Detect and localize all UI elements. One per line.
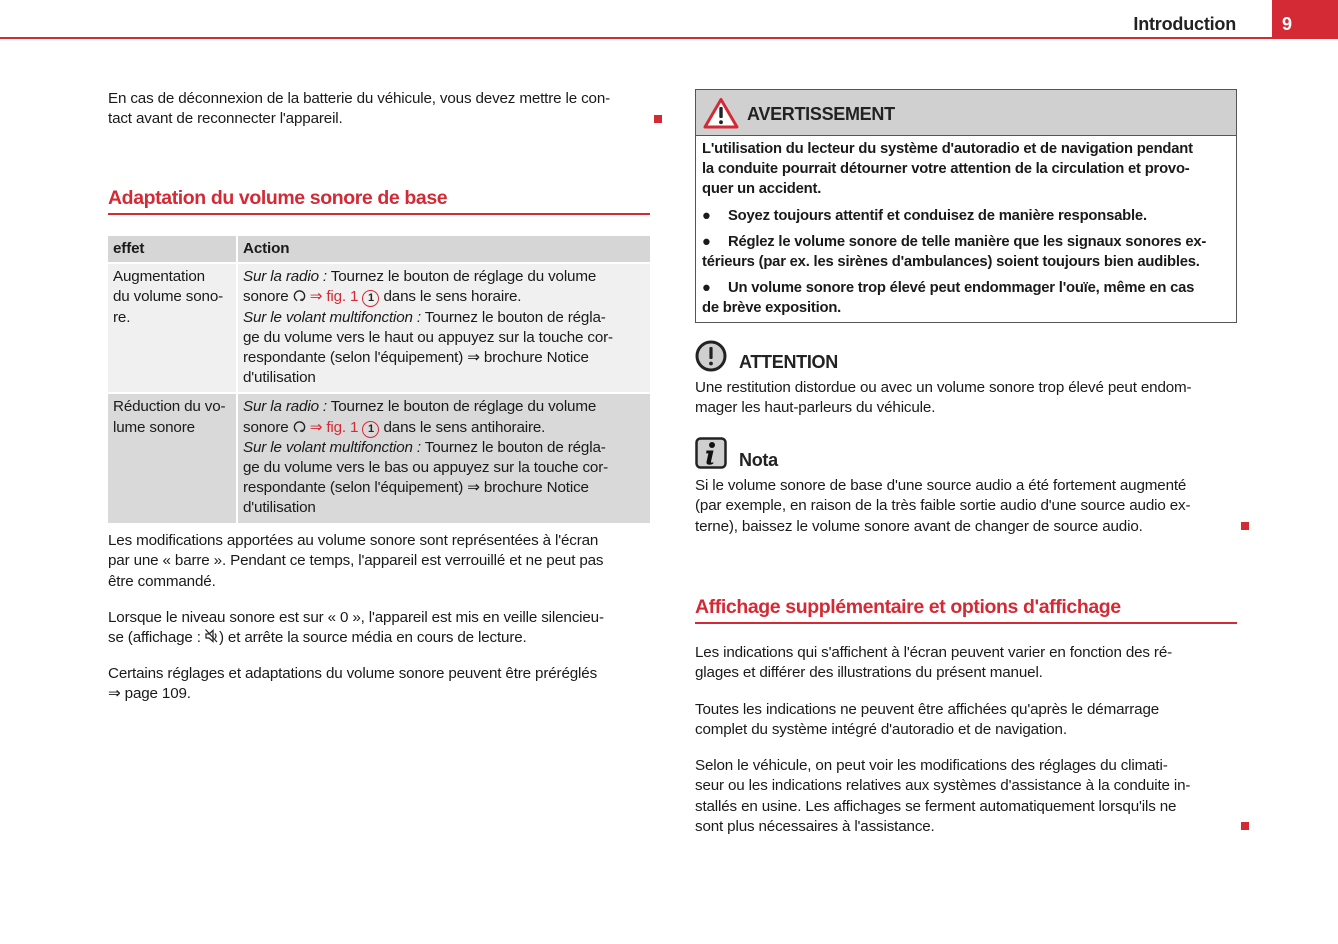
table-row (108, 394, 650, 524)
paragraph-volume-bar (108, 531, 650, 592)
bullet-icon: ● (702, 280, 711, 297)
warning-bullet (702, 232, 1230, 272)
text-line: Lorsque le niveau sonore est sur « 0 », l'appareil est mis en veille silencieu- (108, 609, 604, 626)
text-line: Les indications qui s'affichent à l'écran peuvent varier en fonction des ré- (695, 644, 1173, 661)
text: Tournez le bouton de régla- (421, 308, 606, 326)
text-line: la conduite pourrait détourner votre attention de la circulation et provo- (702, 161, 1190, 178)
chapter-title: Introduction (1133, 14, 1236, 34)
text-line: Si le volume sonore de base d'une source audio a été fortement augmenté (695, 477, 1187, 494)
bullet-icon: ● (702, 207, 711, 224)
text-line: respondante (selon l'équipement) ⇒ brochure Notice (243, 349, 589, 367)
text-line: ge du volume vers le haut ou appuyez sur la touche cor- (243, 328, 613, 346)
figure-link[interactable]: ⇒ fig. 1 (309, 418, 359, 436)
warning-bullet (702, 206, 1230, 226)
radio-label: Sur la radio : (243, 398, 328, 416)
text: Tournez le bouton de régla- (421, 438, 606, 456)
paragraph-display-vehicle (695, 756, 1237, 837)
text-line: être commandé. (108, 572, 216, 590)
wheel-label: Sur le volant multifonction : (243, 438, 421, 456)
text-line: glages et différer des illustrations du présent manuel. (695, 664, 1043, 682)
text-line: d'utilisation (243, 369, 316, 387)
text-line: lume sonore (113, 418, 195, 436)
nota-text (695, 476, 1237, 537)
intro-paragraph (108, 89, 650, 130)
radio-label: Sur la radio : (243, 268, 328, 286)
text-line: L'utilisation du lecteur du système d'autoradio et de navigation pendant (702, 141, 1193, 157)
volume-action-table (108, 236, 650, 525)
text-line: complet du système intégré d'autoradio et de navigation. (695, 721, 1067, 739)
paragraph-display-startup (695, 700, 1237, 741)
text: dans le sens horaire. (379, 288, 522, 306)
text-line: Une restitution distordue ou avec un volume sonore trop élevé peut endom- (695, 379, 1192, 396)
text-line: re. (113, 308, 131, 326)
text-line: du volume sono- (113, 288, 224, 306)
warning-title: AVERTISSEMENT (747, 104, 895, 124)
text-line: seur ou les indications relatives aux systèmes d'assistance à la conduite in- (695, 777, 1191, 795)
action-cell (238, 264, 650, 394)
paragraph-mute (108, 608, 650, 649)
text-line: terne), baissez le volume sonore avant de changer de source audio. (695, 517, 1143, 535)
volume-knob-icon (293, 420, 306, 433)
warning-triangle-icon (703, 97, 739, 129)
page-link[interactable]: ⇒ page 109. (108, 685, 191, 703)
text-line: quer un accident. (702, 181, 822, 198)
attention-exclamation-icon (695, 340, 727, 372)
callout-number-icon: 1 (362, 290, 379, 307)
text-line: d'utilisation (243, 499, 316, 517)
header-rule (0, 37, 1338, 39)
page-number-tab (1272, 0, 1338, 39)
text: dans le sens antihoraire. (379, 418, 546, 436)
table-header-effect: effet (108, 236, 238, 264)
mute-speaker-icon (205, 629, 219, 643)
text-line: de brève exposition. (702, 300, 842, 317)
text: Tournez le bouton de réglage du volume (327, 268, 597, 286)
text-line: Soyez toujours attentif et conduisez de manière responsable. (728, 207, 1147, 224)
section-title-display: Affichage supplémentaire et options d'affichage (695, 596, 1237, 624)
table-row (108, 264, 650, 394)
text: se (affichage : (108, 629, 205, 647)
section-title-volume: Adaptation du volume sonore de base (108, 187, 650, 215)
callout-number-icon: 1 (362, 421, 379, 438)
warning-intro (702, 139, 1230, 200)
wheel-label: Sur le volant multifonction : (243, 308, 421, 326)
text: Tournez le bouton de réglage du volume (327, 398, 597, 416)
text-line: térieurs (par ex. les sirènes d'ambulances) soient toujours bien audibles. (702, 254, 1200, 271)
volume-knob-icon (293, 289, 306, 302)
paragraph-display-vary (695, 643, 1237, 684)
text-line: par une « barre ». Pendant ce temps, l'appareil est verrouillé et ne peut pas (108, 552, 604, 570)
action-cell (238, 394, 650, 524)
page-number: 9 (1282, 14, 1293, 34)
text-line: tact avant de reconnecter l'appareil. (108, 110, 343, 128)
warning-box (695, 89, 1237, 323)
text: sonore (243, 418, 293, 436)
text: ) et arrête la source média en cours de lecture. (218, 629, 527, 647)
warning-bullet (702, 278, 1230, 318)
text-line: Un volume sonore trop élevé peut endommager l'ouïe, même en cas (728, 280, 1195, 297)
nota-title: Nota (739, 450, 778, 470)
text-line: Toutes les indications ne peuvent être affichées qu'après le démarrage (695, 701, 1160, 718)
text-line: sont plus nécessaires à l'assistance. (695, 817, 935, 835)
text-line: mager les haut-parleurs du véhicule. (695, 399, 936, 417)
paragraph-presets (108, 664, 650, 705)
attention-title: ATTENTION (739, 352, 838, 372)
text-line: Réglez le volume sonore de telle manière que les signaux sonores ex- (728, 233, 1207, 250)
text-line: respondante (selon l'équipement) ⇒ brochure Notice (243, 479, 589, 497)
section-end-marker (1241, 522, 1249, 530)
effect-cell (108, 264, 238, 394)
table-header-action: Action (238, 236, 650, 264)
text-line: Réduction du vo- (113, 398, 226, 416)
text-line: Certains réglages et adaptations du volume sonore peuvent être préréglés (108, 665, 598, 682)
text-line: stallés en usine. Les affichages se ferment automatiquement lorsqu'ils ne (695, 797, 1177, 815)
section-end-marker (1241, 822, 1249, 830)
text-line: Augmentation (113, 268, 205, 286)
attention-text (695, 378, 1237, 419)
text-line: Les modifications apportées au volume sonore sont représentées à l'écran (108, 532, 599, 549)
bullet-icon: ● (702, 233, 711, 250)
warning-header (696, 90, 1236, 136)
info-icon (695, 437, 727, 469)
text-line: En cas de déconnexion de la batterie du véhicule, vous devez mettre le con- (108, 90, 611, 107)
figure-link[interactable]: ⇒ fig. 1 (309, 288, 359, 306)
text-line: (par exemple, en raison de la très faible sortie audio d'une source audio ex- (695, 497, 1191, 515)
effect-cell (108, 394, 238, 524)
section-end-marker (654, 115, 662, 123)
warning-body (696, 136, 1236, 322)
text-line: Selon le véhicule, on peut voir les modifications des réglages du climati- (695, 757, 1168, 774)
text: sonore (243, 288, 293, 306)
text-line: ge du volume vers le bas ou appuyez sur la touche cor- (243, 459, 609, 477)
